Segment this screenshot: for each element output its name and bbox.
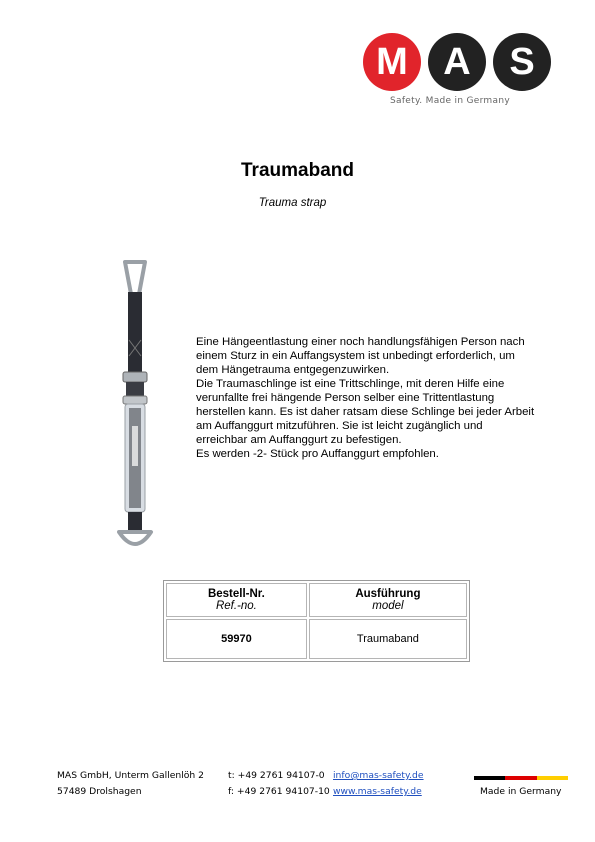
- table-row: [166, 619, 467, 659]
- order-table: [163, 580, 470, 662]
- footer-website-link[interactable]: www.mas-safety.de: [333, 786, 422, 797]
- footer-city: 57489 Drolshagen: [57, 786, 142, 797]
- trauma-strap-image: [105, 256, 165, 556]
- table-header-model: Ausführung model: [309, 583, 467, 617]
- logo-tagline: Safety. Made in Germany: [390, 96, 510, 106]
- description-paragraph: Die Traumaschlinge ist eine Trittschlinge, mit deren Hilfe eine verunfallte frei hängende Person selber eine Trittentlastung herstellen kann. Es ist daher ratsam diese Schlinge bei jeder Arbeit am Auffanggurt mitzuführen. Sie ist leicht zugänglich und erreichbar am Auffanggurt zu befestigen.: [196, 378, 535, 446]
- footer-email-link[interactable]: info@mas-safety.de: [333, 770, 424, 781]
- table-cell-ref: 59970: [166, 619, 307, 659]
- table-header-ref: Bestell-Nr. Ref.-no.: [166, 583, 307, 617]
- footer-address: [57, 770, 204, 802]
- svg-text:S: S: [509, 41, 535, 83]
- description-paragraph: Es werden -2- Stück pro Auffanggurt empfohlen.: [196, 448, 439, 460]
- footer-company: MAS GmbH, Unterm Gallenlöh 2: [57, 770, 204, 781]
- footer-fax: f: +49 2761 94107-10: [228, 786, 330, 797]
- footer-links: [333, 770, 424, 802]
- footer-made-in: Made in Germany: [480, 786, 562, 797]
- footer-phone: t: +49 2761 94107-0: [228, 770, 325, 781]
- product-description: [196, 335, 536, 461]
- page-subtitle: Trauma strap: [258, 197, 327, 209]
- svg-text:A: A: [443, 41, 471, 83]
- table-header-row: [166, 583, 467, 617]
- table-cell-model: Traumaband: [309, 619, 467, 659]
- german-flag-bar: [474, 776, 568, 780]
- svg-text:M: M: [376, 41, 408, 83]
- page-title: Traumaband: [241, 160, 354, 181]
- description-paragraph: Eine Hängeentlastung einer noch handlungsfähigen Person nach einem Sturz in ein Auffangsystem ist unbedingt erforderlich, um dem Hängetrauma entgegenzuwirken.: [196, 336, 525, 376]
- footer-contact: [228, 770, 330, 802]
